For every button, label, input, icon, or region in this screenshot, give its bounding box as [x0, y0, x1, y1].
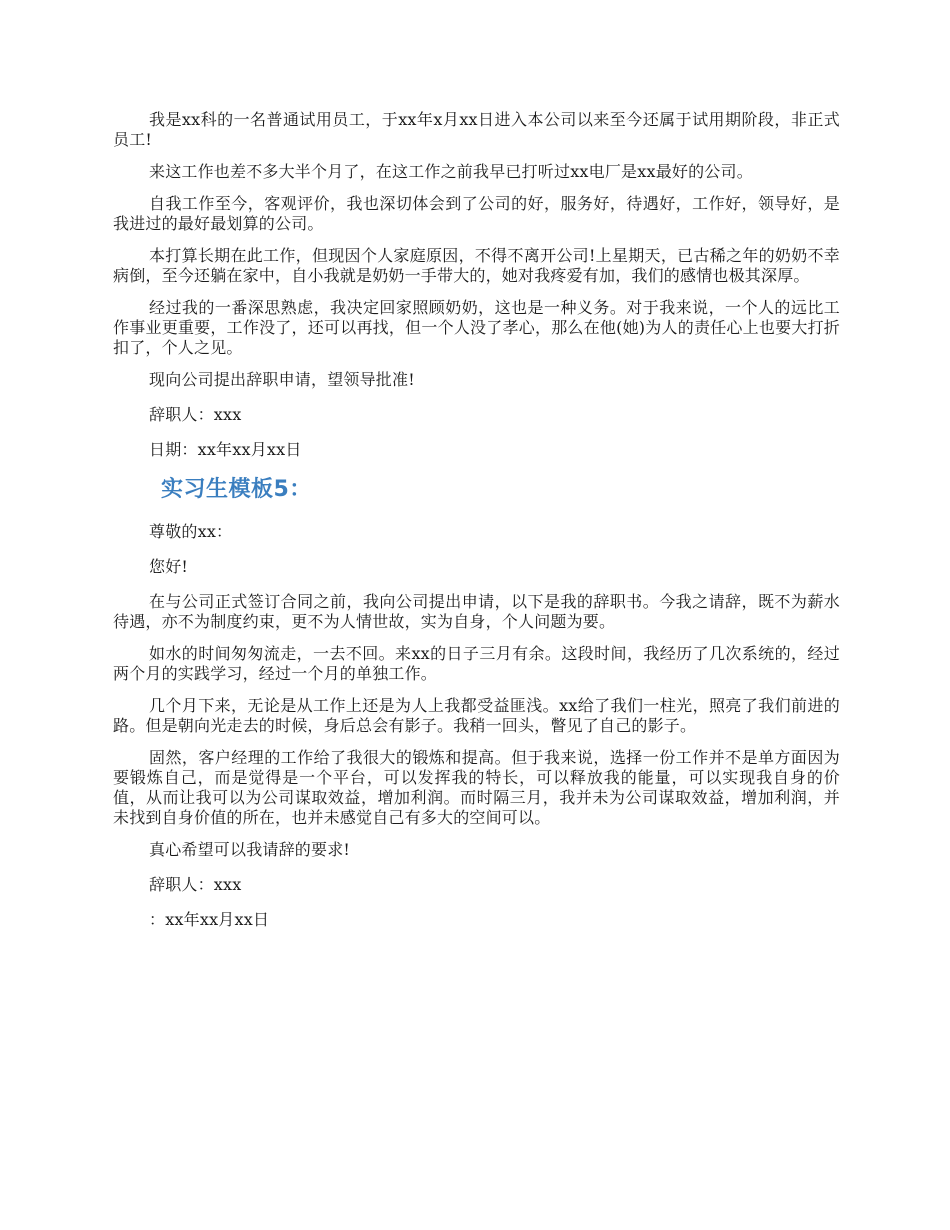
signer-line: 辞职人：xxx [149, 875, 242, 894]
paragraph: 在与公司正式签订合同之前，我向公司提出申请，以下是我的辞职书。今我之请辞，既不为薪水待遇，亦不为制度约束，更不为人情世故，实为自身，个人问题为要。 [113, 592, 840, 631]
signer-line: 辞职人：xxx [149, 405, 242, 424]
paragraph: 如水的时间匆匆流走，一去不回。来xx的日子三月有余。这段时间，我经历了几次系统的，经过两个月的实践学习，经过一个月的单独工作。 [113, 644, 840, 683]
paragraph: 我是xx科的一名普通试用员工，于xx年x月xx日进入本公司以来至今还属于试用期阶段，非正式员工! [113, 110, 840, 149]
paragraph: 来这工作也差不多大半个月了，在这工作之前我早已打听过xx电厂是xx最好的公司。 [149, 162, 753, 181]
greeting: 您好! [149, 557, 189, 576]
paragraph: 本打算长期在此工作，但现因个人家庭原因，不得不离开公司!上星期天，已古稀之年的奶奶不幸病倒，至今还躺在家中，自小我就是奶奶一手带大的，她对我疼爱有加，我们的感情也极其深厚。 [113, 246, 840, 285]
date-line: ：xx年xx月xx日 [149, 910, 270, 929]
document-body [113, 110, 840, 945]
paragraph: 现向公司提出辞职申请，望领导批准! [149, 370, 415, 389]
date-line: 日期：xx年xx月xx日 [149, 440, 302, 459]
salutation: 尊敬的xx： [149, 522, 233, 541]
paragraph: 真心希望可以我请辞的要求! [149, 840, 351, 859]
paragraph: 几个月下来，无论是从工作上还是为人上我都受益匪浅。xx给了我们一柱光，照亮了我们前进的路。但是朝向光走去的时候，身后总会有影子。我稍一回头，瞥见了自己的影子。 [113, 696, 840, 735]
section-heading: 实习生模板5： [161, 477, 312, 502]
paragraph: 固然，客户经理的工作给了我很大的锻炼和提高。但于我来说，选择一份工作并不是单方面因为要锻炼自己，而是觉得是一个平台，可以发挥我的特长，可以释放我的能量，可以实现我自身的价值，从而让我可以为公司谋取效益，增加利润。而时隔三月，我并未为公司谋取效益，增加利润，并未找到自身价值的所在，也并未感觉自己有多大的空间可以。 [113, 748, 840, 827]
paragraph: 经过我的一番深思熟虑，我决定回家照顾奶奶，这也是一种义务。对于我来说，一个人的远比工作事业更重要，工作没了，还可以再找，但一个人没了孝心，那么在他(她)为人的责任心上也要大打折扣了，个人之见。 [113, 298, 840, 357]
paragraph: 自我工作至今，客观评价，我也深切体会到了公司的好，服务好，待遇好，工作好，领导好，是我进过的最好最划算的公司。 [113, 194, 840, 233]
